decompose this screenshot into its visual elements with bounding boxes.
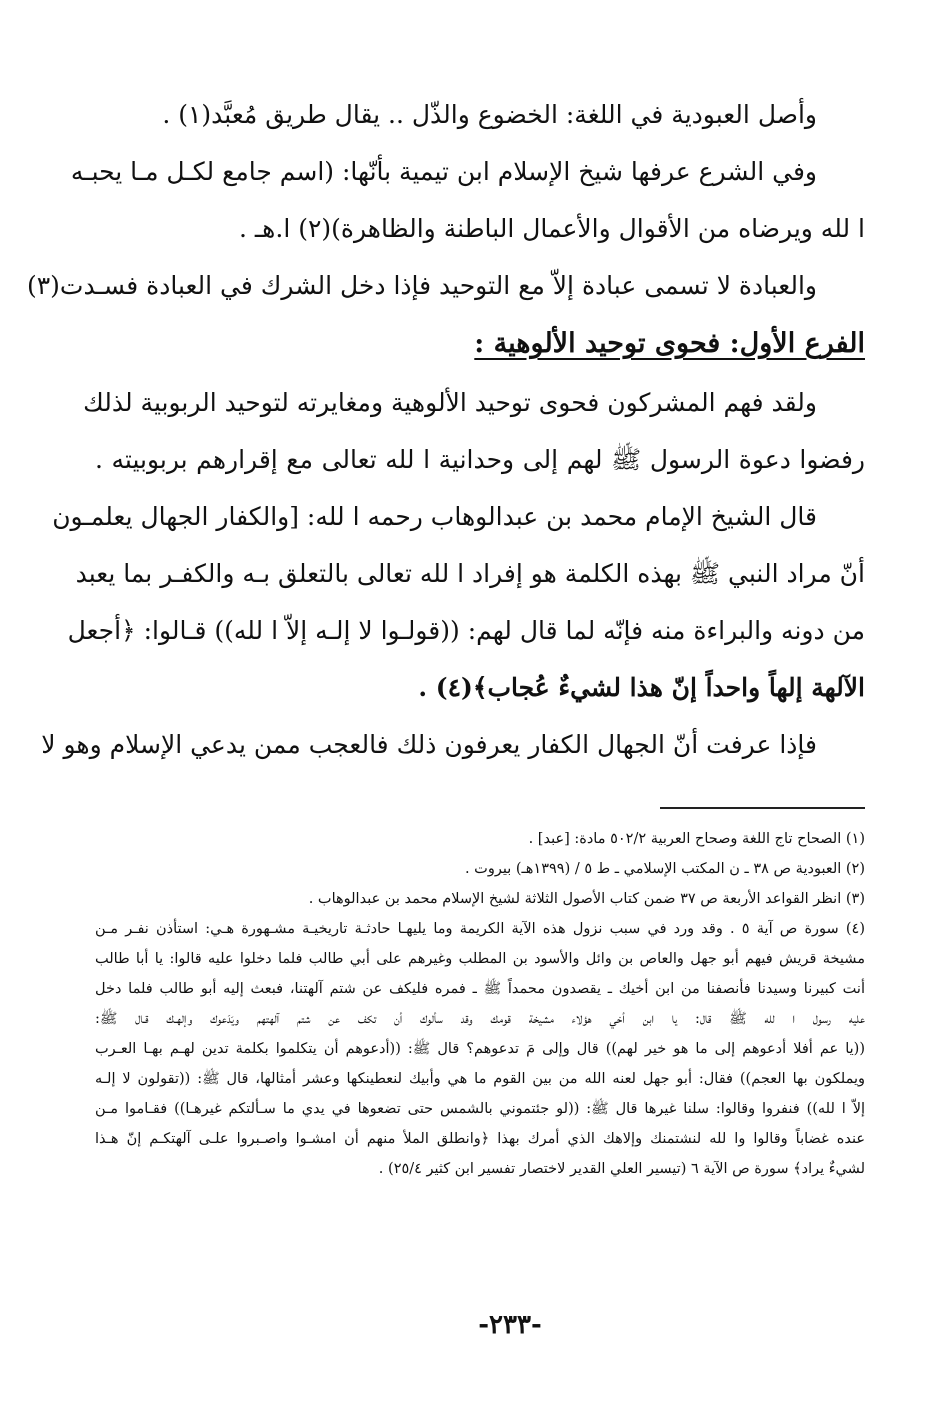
footnote-line: (١) الصحاح تاج اللغة وصحاح العربية ٥٠٢/٢ مادة: [عبد] .: [528, 831, 865, 847]
footnote-line: مشيخة قريش فيهم أبو جهل والعاص بن وائل والأسود بن المطلب وغيرهم على أبي طالب فلما دخلوا عليه قالوا: يا أبا طالب: [95, 951, 865, 967]
text-line: فإذا عرفت أنّ الجهال الكفار يعرفون ذلك فالعجب ممن يدعي الإسلام وهو لا: [41, 730, 817, 759]
text-line: وفي الشرع عرفها شيخ الإسلام ابن تيمية بأنّها: (اسم جامع لكـل مـا يحبـه: [70, 157, 817, 186]
text-line: ولقد فهم المشركون فحوى توحيد الألوهية ومغايرته لتوحيد الربوبية لذلك: [83, 388, 817, 417]
text-line: الفرع الأول: فحوى توحيد الألوهية :: [474, 328, 865, 359]
page-number: -٢٣٣-: [478, 1310, 542, 1340]
footnote-line: (٢) العبودية ص ٣٨ ـ ن المكتب الإسلامي ـ ط ٥ / (١٣٩٩هـ) بيروت .: [464, 861, 865, 877]
footnote-line: لشيءٌ يراد﴾ سورة ص الآية ٦ (تيسير العلي القدير لاختصار تفسير ابن كثير ٢٥/٤) .: [378, 1161, 865, 1177]
main-text: [26, 86, 865, 773]
text-line: رفضوا دعوة الرسول ﷺ لهم إلى وحدانية ا لله تعالى مع إقرارهم بربوبيته .: [95, 445, 865, 474]
footnote-line: عليه رسول ا لله ﷺ قال: يا ابن أخي هؤلاء مشيخة قومك وقد سألوك أن تكف عن شتم آلهتهم ويَدَعوك وإلهـك قـال ﷺ:: [95, 1011, 865, 1027]
text-line: من دونه والبراءة منه فإنّه لما قال لهم: ((قولـوا لا إلـه إلاّ ا لله)) قـالوا: ﴿أجعل: [67, 616, 865, 645]
text-line: وأصل العبودية في اللغة: الخضوع والذّل .. يقال طريق مُعبَّد(١) .: [162, 100, 817, 129]
footnote-line: أنت كبيرنا وسيدنا فأنصفنا من ابن أخيك ـ يقصدون محمداً ﷺ ـ فمره فليكف عن شتم آلهتنا، فبعث إليه أبو طالب فلما دخل: [95, 981, 865, 997]
footnote-line: (٣) انظر القواعد الأربعة ص ٣٧ ضمن كتاب الأصول الثلاثة لشيخ الإسلام محمد بن عبدالوهاب .: [308, 891, 865, 907]
footnote-line: ويملكون بها العجم)) فقال: أبو جهل لعنه الله من بين القوم ما هي وأبيك لنعطينكها وعشر أمثالها، قال ﷺ: ((تقولون لا إلـه: [95, 1071, 865, 1087]
text-line: أنّ مراد النبي ﷺ بهذه الكلمة هو إفراد ا لله تعالى بالتعلق بـه والكفـر بما يعبد: [75, 559, 865, 588]
text-line: الآلهة إلهاً واحداً إنّ هذا لشيءٌ عُجاب﴾(٤) .: [418, 673, 865, 702]
text-line: والعبادة لا تسمى عبادة إلاّ مع التوحيد فإذا دخل الشرك في العبادة فسـدت(٣): [26, 271, 817, 300]
footnote-separator: [660, 807, 865, 809]
text-line: ا لله ويرضاه من الأقوال والأعمال الباطنة والظاهرة)(٢) ا.هـ .: [238, 214, 865, 243]
text-line: قال الشيخ الإمام محمد بن عبدالوهاب رحمه ا لله: [والكفار الجهال يعلمـون: [52, 502, 817, 531]
footnote-line: عنده غضاباً وقالوا وا لله لنشتمنك وإلاهك الذي أمرك بهذا ﴿وانطلق الملأ منهم أن امشـوا واصـبروا علـى آلهتكـم إنّ هـذا: [95, 1131, 865, 1147]
footnotes: [95, 824, 865, 1184]
footnote-line: إلاّ ا لله)) فنفروا وقالوا: سلنا غيرها قال ﷺ: ((لو جئتموني بالشمس حتى تضعوها في يدي ما سـألتكم غيرهـا)) فقـاموا مـن: [95, 1101, 865, 1117]
footnote-line: ((يا عم أفلا أدعوهم إلى ما هو خير لهم)) قال وإلى مَ تدعوهم؟ قال ﷺ: ((أدعوهم أن يتكلموا بكلمة تدين لهـم بهـا العـرب: [95, 1041, 865, 1057]
footnote-line: (٤) سورة ص آية ٥ . وقد ورد في سبب نزول هذه الآية الكريمة وما يليهـا حادثـة تاريخيـة مشـهورة هـي: استأذن نفـر مـن: [95, 921, 865, 937]
